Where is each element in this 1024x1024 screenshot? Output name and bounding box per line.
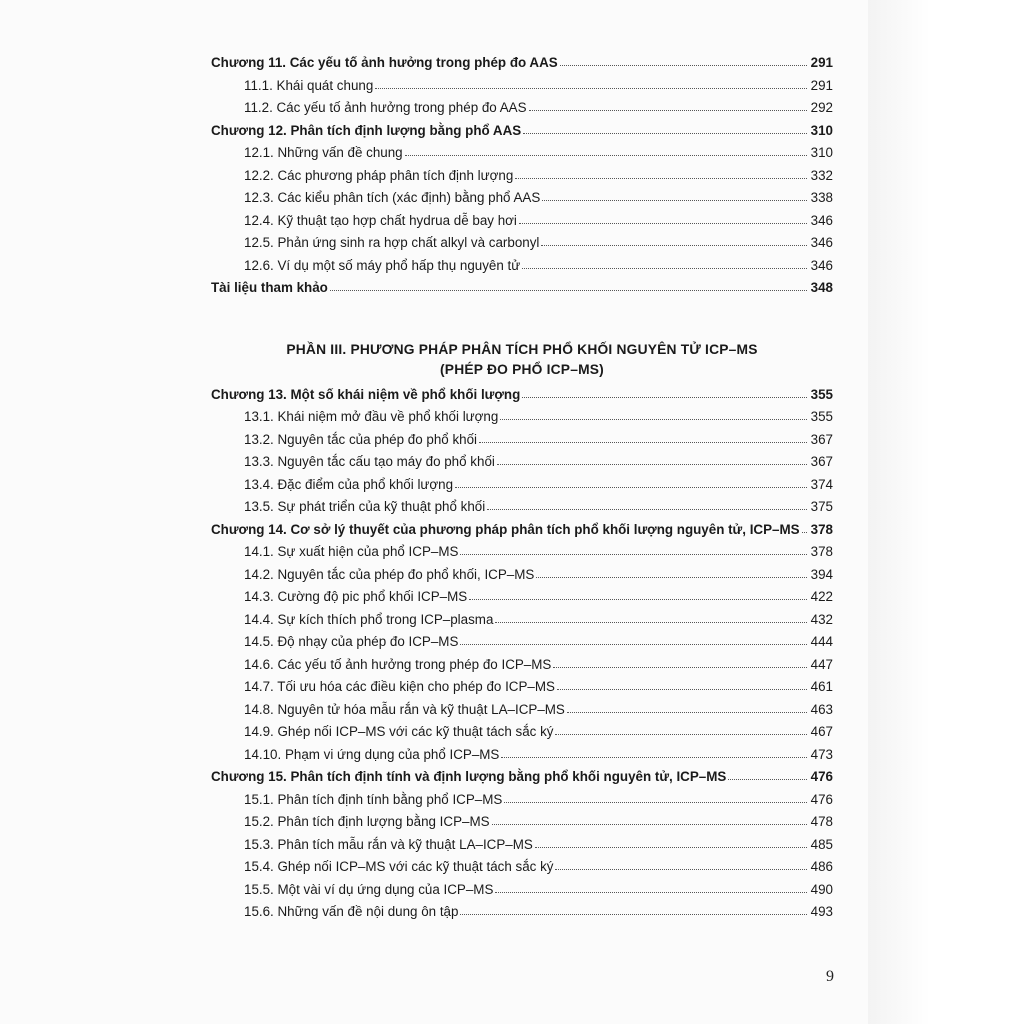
dot-leader	[460, 635, 807, 645]
dot-leader	[802, 523, 807, 533]
dot-leader	[529, 101, 807, 111]
toc-page-number: 467	[810, 724, 833, 739]
toc-entry-title: 14.3. Cường độ pic phổ khối ICP–MS	[244, 589, 468, 604]
toc-entry-title: 14.5. Độ nhạy của phép đo ICP–MS	[244, 634, 459, 649]
toc-chapter-row	[211, 384, 833, 407]
toc-entry-row	[211, 789, 833, 812]
toc-page-number: 444	[810, 634, 833, 649]
toc-entry-title: 13.2. Nguyên tắc của phép đo phổ khối	[244, 431, 478, 447]
toc-page-number: 461	[810, 679, 833, 694]
part-heading	[211, 340, 833, 380]
dot-leader	[728, 770, 807, 780]
toc-entry-title: 12.2. Các phương pháp phân tích định lượng	[244, 167, 514, 183]
dot-leader	[536, 568, 807, 578]
dot-leader	[495, 613, 807, 623]
page-number: 9	[826, 968, 834, 985]
toc-entry-title: 15.5. Một vài ví dụ ứng dụng của ICP–MS	[244, 881, 494, 897]
toc-entry-title: Chương 14. Cơ sở lý thuyết của phương pháp phân tích phổ khối lượng nguyên tử, ICP–MS	[211, 521, 800, 537]
dot-leader	[519, 214, 807, 224]
dot-leader	[555, 725, 807, 735]
dot-leader	[535, 838, 807, 848]
toc-page-number: 485	[810, 836, 833, 852]
toc-page-number: 291	[810, 77, 833, 93]
toc-entry-title: 15.2. Phân tích định lượng bằng ICP–MS	[244, 814, 490, 829]
toc-page-number: 375	[810, 499, 833, 514]
dot-leader	[500, 410, 807, 420]
toc-entry-row	[211, 586, 833, 609]
dot-leader	[553, 658, 807, 668]
toc-entry-row	[211, 699, 833, 722]
dot-leader	[560, 56, 807, 66]
toc-entry-title: 14.2. Nguyên tắc của phép đo phổ khối, ICP–MS	[244, 566, 535, 582]
toc-entry-title: 13.1. Khái niệm mở đầu về phổ khối lượng	[244, 409, 499, 424]
toc-entry-title: 12.3. Các kiểu phân tích (xác định) bằng phổ AAS	[244, 190, 541, 205]
toc-entry-title: Chương 13. Một số khái niệm về phổ khối lượng	[211, 386, 521, 402]
toc-entry-row	[211, 187, 833, 210]
toc-entry-row	[211, 255, 833, 278]
toc-page-number: 478	[810, 814, 833, 829]
toc-page-number: 447	[810, 656, 833, 672]
dot-leader	[495, 883, 807, 893]
dot-leader	[460, 905, 807, 915]
toc-page-number: 374	[810, 476, 833, 492]
toc-page-number: 394	[810, 566, 833, 582]
toc-entry-row	[211, 654, 833, 677]
toc-entry-row	[211, 676, 833, 699]
toc-entry-title: 15.3. Phân tích mẫu rắn và kỹ thuật LA–ICP–MS	[244, 836, 533, 852]
dot-leader	[492, 815, 807, 825]
toc-entry-title: 13.4. Đặc điểm của phổ khối lượng	[244, 476, 454, 492]
dot-leader	[567, 703, 807, 713]
toc-entry-title: 14.10. Phạm vi ứng dụng của phổ ICP–MS	[244, 746, 500, 762]
toc-entry-title: 12.1. Những vấn đề chung	[244, 145, 403, 160]
toc-page-number: 346	[810, 235, 833, 250]
toc-page-number: 378	[810, 521, 833, 537]
part-heading-line1: PHẦN III. PHƯƠNG PHÁP PHÂN TÍCH PHỔ KHỐI NGUYÊN TỬ ICP–MS	[286, 341, 758, 357]
toc-chapter-row	[211, 52, 833, 75]
toc-entry-row	[211, 142, 833, 165]
toc-entry-title: 14.6. Các yếu tố ảnh hưởng trong phép đo ICP–MS	[244, 656, 552, 672]
dot-leader	[501, 748, 807, 758]
toc-entry-row	[211, 406, 833, 429]
toc-page-number: 486	[810, 859, 833, 874]
toc-page-number: 378	[810, 544, 833, 559]
dot-leader	[487, 500, 807, 510]
toc-entry-title: 11.2. Các yếu tố ảnh hưởng trong phép đo AAS	[244, 100, 527, 115]
part-heading-line2: (PHÉP ĐO PHỔ ICP–MS)	[440, 361, 604, 377]
toc-page-number: 473	[810, 746, 833, 762]
toc-entry-row	[211, 165, 833, 188]
toc-entry-row	[211, 901, 833, 924]
toc-page-number: 422	[810, 589, 833, 604]
toc-entry-row	[211, 75, 833, 98]
toc-page-number: 463	[810, 701, 833, 717]
toc-page-number: 367	[810, 454, 833, 469]
toc-entry-title: Chương 11. Các yếu tố ảnh hưởng trong phép đo AAS	[211, 55, 558, 70]
toc-chapter-row	[211, 519, 833, 542]
toc-section-icp-ms	[211, 384, 833, 924]
toc-page-number: 310	[810, 145, 833, 160]
dot-leader	[405, 146, 807, 156]
toc-entry-row	[211, 564, 833, 587]
toc-page-number: 332	[810, 167, 833, 183]
toc-entry-row	[211, 474, 833, 497]
toc-entry-title: 12.6. Ví dụ một số máy phổ hấp thụ nguyên tử	[244, 257, 521, 273]
dot-leader	[541, 236, 807, 246]
toc-entry-row	[211, 834, 833, 857]
dot-leader	[504, 793, 807, 803]
toc-entry-title: 13.5. Sự phát triển của kỹ thuật phổ khối	[244, 499, 486, 514]
toc-entry-row	[211, 721, 833, 744]
toc-page-number: 490	[810, 881, 833, 897]
toc-page-number: 476	[810, 791, 833, 807]
toc-entry-row	[211, 232, 833, 255]
toc-entry-title: Tài liệu tham khảo	[211, 280, 328, 295]
toc-entry-row	[211, 744, 833, 767]
dot-leader	[330, 281, 807, 291]
dot-leader	[479, 433, 807, 443]
toc-page-number: 432	[810, 611, 833, 627]
dot-leader	[497, 455, 807, 465]
toc-entry-title: 15.6. Những vấn đề nội dung ôn tập	[244, 904, 459, 919]
toc-entry-title: 14.1. Sự xuất hiện của phổ ICP–MS	[244, 544, 459, 559]
toc-entry-row	[211, 856, 833, 879]
dot-leader	[515, 169, 807, 179]
toc-page-number: 346	[810, 212, 833, 228]
toc-chapter-row	[211, 766, 833, 789]
toc-entry-row	[211, 631, 833, 654]
toc-page-number: 291	[810, 55, 833, 70]
toc-entry-title: 12.4. Kỹ thuật tạo hợp chất hydrua dễ bay hơi	[244, 212, 517, 228]
toc-entry-title: 12.5. Phản ứng sinh ra hợp chất alkyl và carbonyl	[244, 235, 540, 250]
toc-entry-row	[211, 541, 833, 564]
toc-page-number: 355	[810, 409, 833, 424]
dot-leader	[455, 478, 807, 488]
toc-entry-title: 14.7. Tối ưu hóa các điều kiện cho phép đo ICP–MS	[244, 679, 555, 694]
toc-entry-row	[211, 210, 833, 233]
toc-entry-title: Chương 12. Phân tích định lượng bằng phổ AAS	[211, 122, 522, 138]
toc-page-number: 310	[810, 122, 833, 138]
table-of-contents	[211, 52, 833, 924]
toc-entry-row	[211, 879, 833, 902]
toc-page-number: 476	[810, 769, 833, 784]
dot-leader	[522, 259, 807, 269]
dot-leader	[522, 388, 807, 398]
dot-leader	[555, 860, 807, 870]
toc-entry-title: 11.1. Khái quát chung	[244, 77, 374, 93]
toc-entry-title: 15.4. Ghép nối ICP–MS với các kỹ thuật tách sắc ký	[244, 859, 554, 874]
toc-entry-title: Chương 15. Phân tích định tính và định lượng bằng phổ khối nguyên tử, ICP–MS	[211, 769, 727, 784]
toc-entry-row	[211, 451, 833, 474]
dot-leader	[523, 124, 807, 134]
toc-entry-title: 14.9. Ghép nối ICP–MS với các kỹ thuật tách sắc ký	[244, 724, 554, 739]
toc-page-number: 292	[810, 100, 833, 115]
toc-page-number: 493	[810, 904, 833, 919]
dot-leader	[542, 191, 807, 201]
toc-chapter-row	[211, 120, 833, 143]
toc-chapter-row	[211, 277, 833, 300]
toc-page-number: 338	[810, 190, 833, 205]
toc-entry-row	[211, 496, 833, 519]
toc-page-number: 346	[810, 257, 833, 273]
toc-page-number: 367	[810, 431, 833, 447]
toc-page-number: 355	[810, 386, 833, 402]
toc-entry-row	[211, 429, 833, 452]
toc-section-aas	[211, 52, 833, 300]
dot-leader	[375, 79, 807, 89]
toc-entry-title: 13.3. Nguyên tắc cấu tạo máy đo phổ khối	[244, 454, 495, 469]
toc-entry-title: 15.1. Phân tích định tính bằng phổ ICP–MS	[244, 791, 503, 807]
dot-leader	[557, 680, 807, 690]
toc-entry-title: 14.8. Nguyên tử hóa mẫu rắn và kỹ thuật LA–ICP–MS	[244, 701, 565, 717]
toc-entry-row	[211, 811, 833, 834]
toc-page-number: 348	[810, 280, 833, 295]
toc-entry-title: 14.4. Sự kích thích phổ trong ICP–plasma	[244, 611, 494, 627]
toc-entry-row	[211, 609, 833, 632]
page-edge-background	[868, 0, 1024, 1024]
dot-leader	[469, 590, 807, 600]
toc-entry-row	[211, 97, 833, 120]
dot-leader	[460, 545, 807, 555]
